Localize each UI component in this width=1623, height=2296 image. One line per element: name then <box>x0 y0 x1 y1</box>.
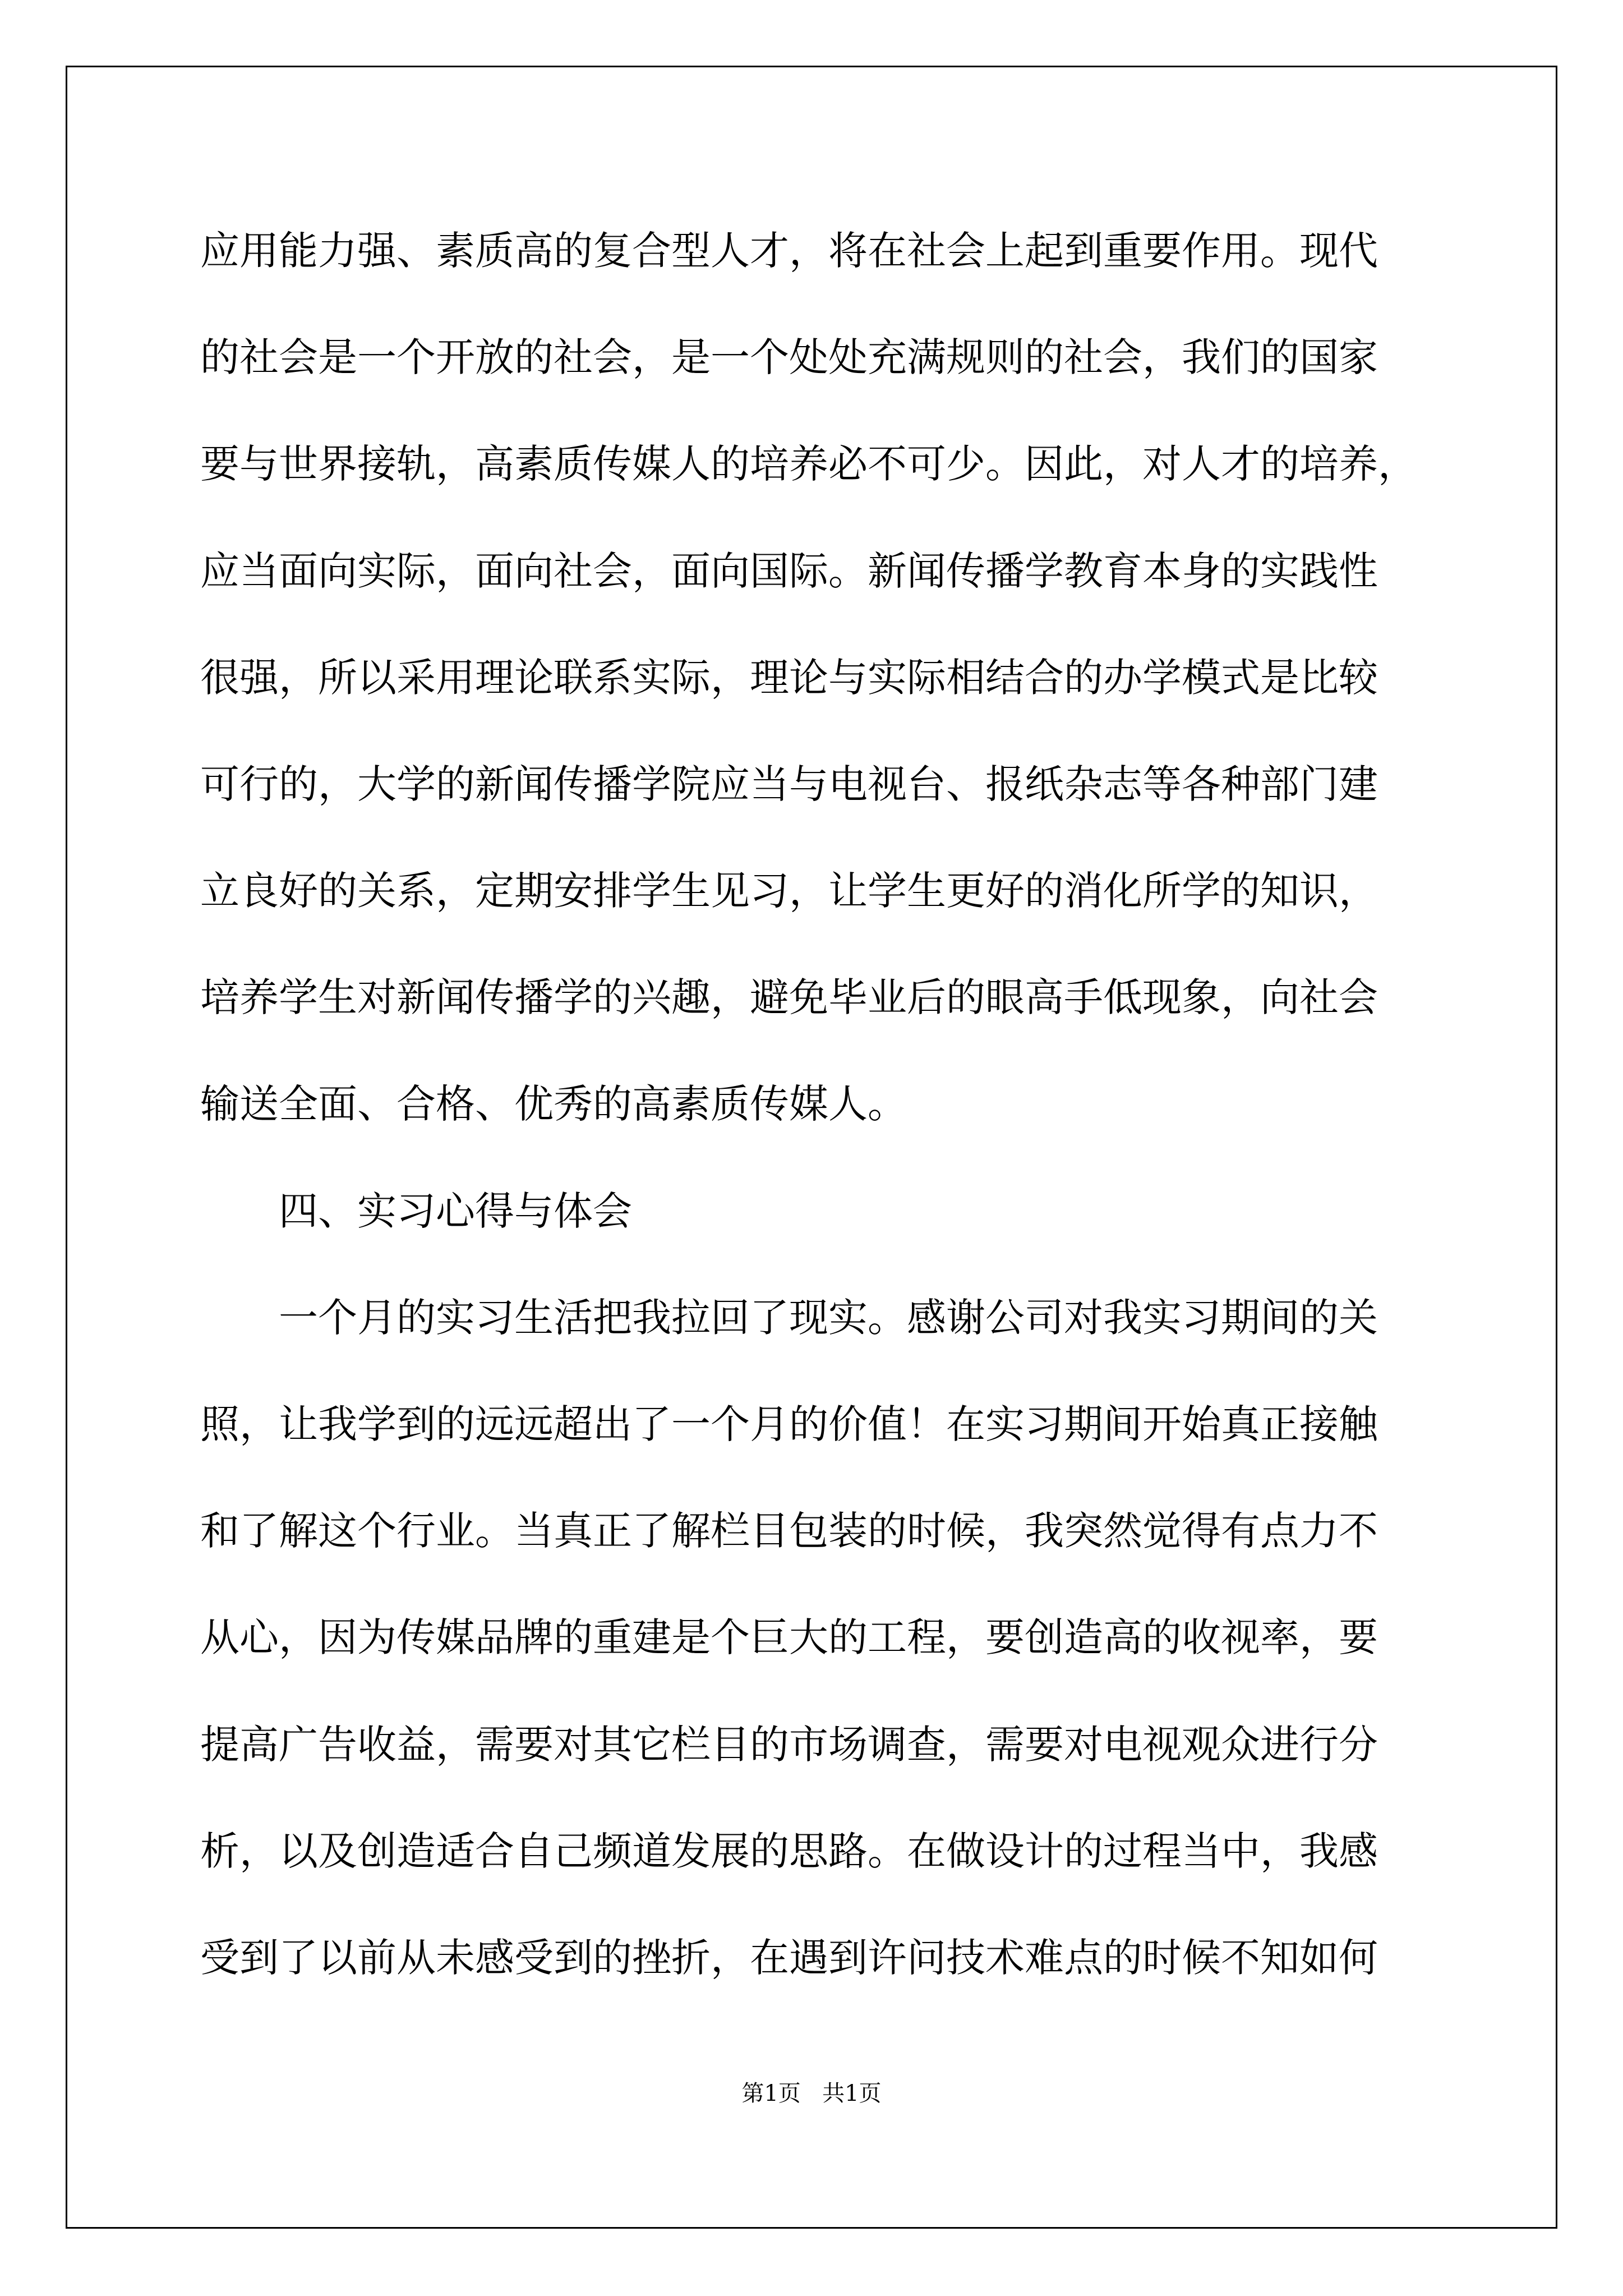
page-number-current: 第1页 <box>741 2081 801 2106</box>
body-text-line: 提高广告收益，需要对其它栏目的市场调查，需要对电视观众进行分 <box>200 1722 1378 1768</box>
body-text-line: 的社会是一个开放的社会，是一个处处充满规则的社会，我们的国家 <box>200 334 1378 380</box>
body-text-line: 析，以及创造适合自己频道发展的思路。在做设计的过程当中，我感 <box>200 1828 1378 1874</box>
body-text-line: 要与世界接轨，高素质传媒人的培养必不可少。因此，对人才的培养， <box>200 441 1417 487</box>
page-number-total: 共1页 <box>822 2081 882 2106</box>
section-heading: 四、实习心得与体会 <box>279 1188 632 1234</box>
body-text-line: 和了解这个行业。当真正了解栏目包装的时候，我突然觉得有点力不 <box>200 1508 1378 1554</box>
body-text-line: 输送全面、合格、优秀的高素质传媒人。 <box>200 1081 907 1127</box>
body-text-line: 应用能力强、素质高的复合型人才，将在社会上起到重要作用。现代 <box>200 228 1378 274</box>
body-text-line: 从心，因为传媒品牌的重建是个巨大的工程，要创造高的收视率，要 <box>200 1614 1378 1660</box>
body-text-line: 受到了以前从未感受到的挫折，在遇到许问技术难点的时候不知如何 <box>200 1935 1378 1981</box>
body-text-line: 立良好的关系，定期安排学生见习，让学生更好的消化所学的知识， <box>200 868 1378 914</box>
body-text-line: 很强，所以采用理论联系实际，理论与实际相结合的办学模式是比较 <box>200 655 1378 701</box>
body-text-line: 照，让我学到的远远超出了一个月的价值！在实习期间开始真正接触 <box>200 1401 1378 1447</box>
page-border <box>66 66 1557 2229</box>
page-footer <box>0 2082 1623 2105</box>
body-text-line: 应当面向实际，面向社会，面向国际。新闻传播学教育本身的实践性 <box>200 548 1378 594</box>
body-text-line: 一个月的实习生活把我拉回了现实。感谢公司对我实习期间的关 <box>279 1295 1378 1341</box>
body-text-line: 可行的，大学的新闻传播学院应当与电视台、报纸杂志等各种部门建 <box>200 761 1378 807</box>
body-text-line: 培养学生对新闻传播学的兴趣，避免毕业后的眼高手低现象，向社会 <box>200 974 1378 1020</box>
